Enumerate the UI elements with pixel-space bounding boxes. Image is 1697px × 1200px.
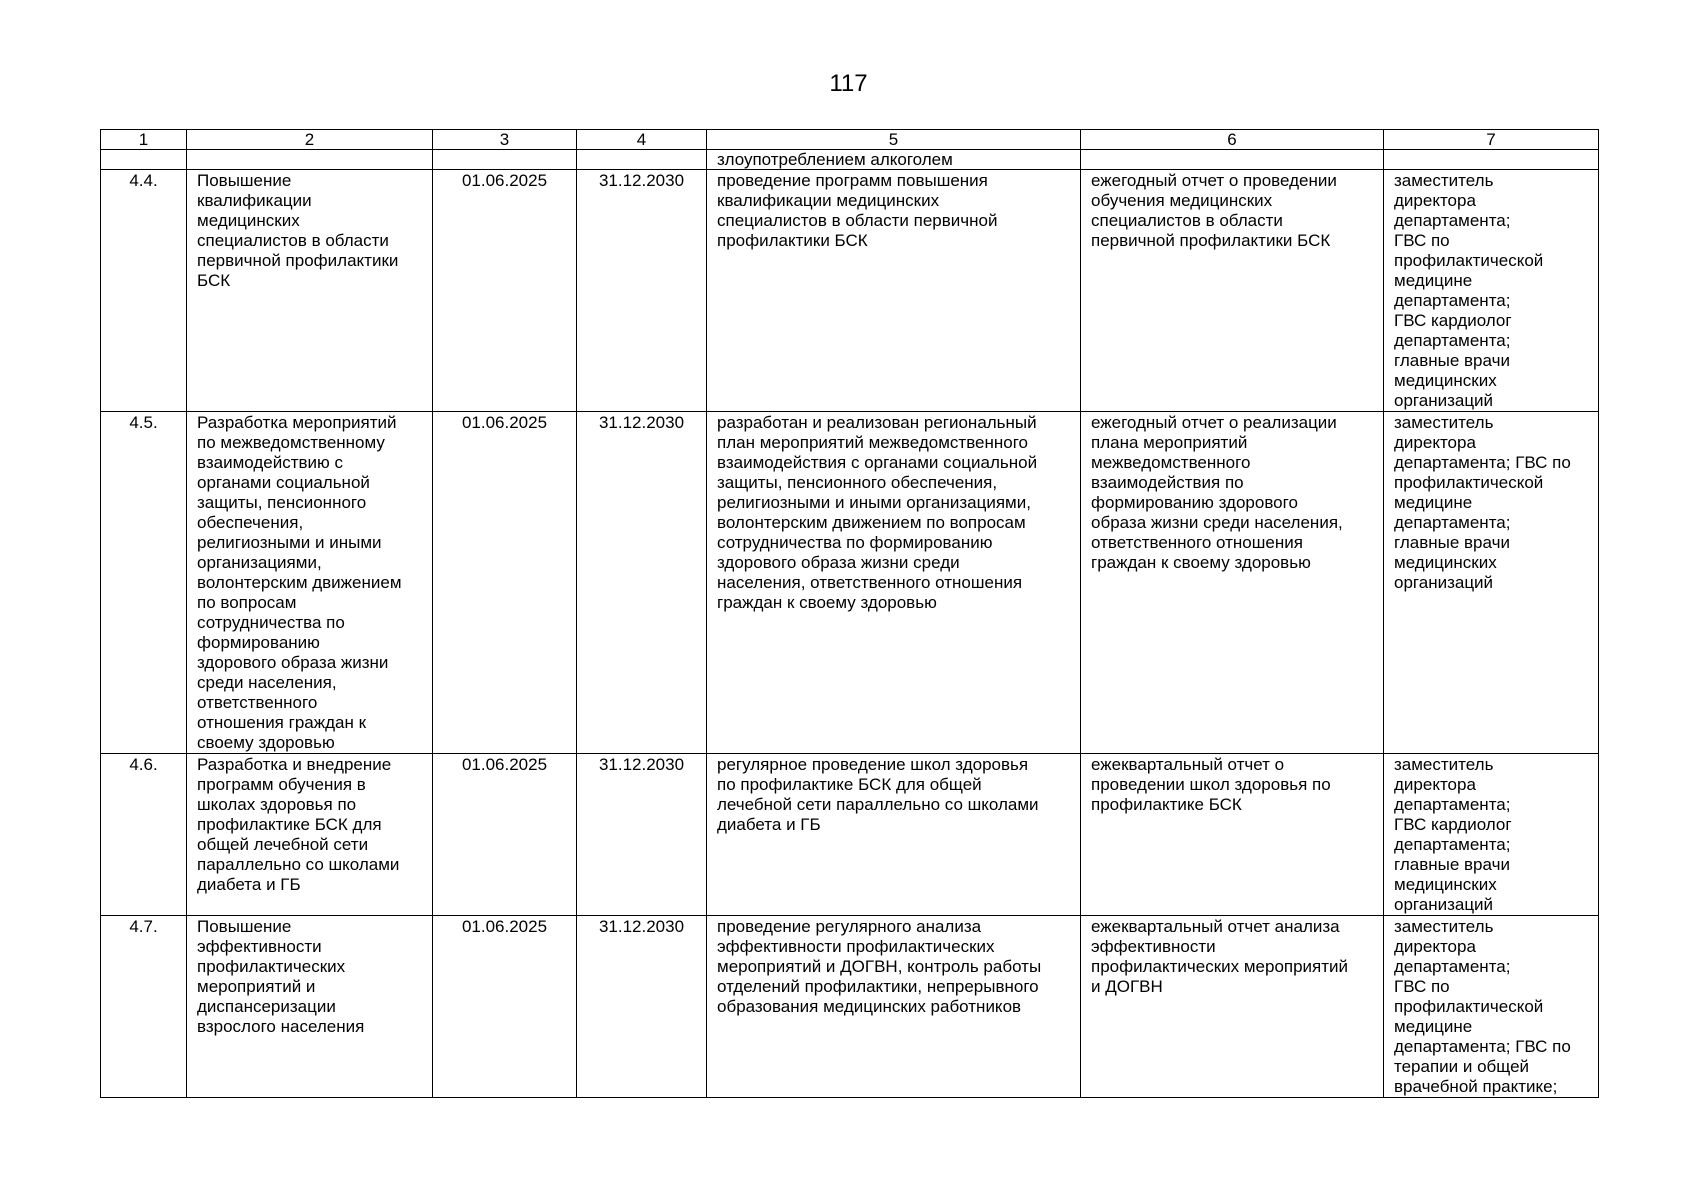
header-col-5: 5	[707, 130, 1081, 150]
table-row	[101, 916, 1599, 1098]
table-row	[101, 754, 1599, 916]
cell-empty	[1384, 150, 1599, 170]
cell-number: 4.4.	[101, 170, 187, 412]
cell-report: ежеквартальный отчет о проведении школ здоровья по профилактике БСК	[1081, 754, 1384, 916]
cell-responsible: заместитель директора департамента; ГВС по профилактической медицине департамента; ГВС кардиолог департамента; главные врачи медицинских организаций	[1384, 170, 1599, 412]
cell-title: Повышение квалификации медицинских специалистов в области первичной профилактики БСК	[187, 170, 433, 412]
table-row-continuation	[101, 150, 1599, 170]
cell-end-date: 31.12.2030	[577, 170, 707, 412]
cell-number: 4.7.	[101, 916, 187, 1098]
cell-responsible: заместитель директора департамента; ГВС кардиолог департамента; главные врачи медицинских организаций	[1384, 754, 1599, 916]
cell-empty	[433, 150, 577, 170]
cell-end-date: 31.12.2030	[577, 412, 707, 754]
header-col-3: 3	[433, 130, 577, 150]
cell-empty	[577, 150, 707, 170]
cell-empty	[1081, 150, 1384, 170]
cell-result: проведение программ повышения квалификации медицинских специалистов в области первичной профилактики БСК	[707, 170, 1081, 412]
header-col-6: 6	[1081, 130, 1384, 150]
cell-report: ежегодный отчет о проведении обучения медицинских специалистов в области первичной профилактики БСК	[1081, 170, 1384, 412]
cell-result: разработан и реализован региональный план мероприятий межведомственного взаимодействия с органами социальной защиты, пенсионного обеспечения, религиозными и иными организациями, волонтерским движением по вопросам сотрудничества по формированию здорового образа жизни среди населения, ответственного отношения граждан к своему здоровью	[707, 412, 1081, 754]
cell-end-date: 31.12.2030	[577, 754, 707, 916]
header-row	[101, 130, 1599, 150]
header-col-7: 7	[1384, 130, 1599, 150]
cell-start-date: 01.06.2025	[433, 170, 577, 412]
cell-report: ежеквартальный отчет анализа эффективности профилактических мероприятий и ДОГВН	[1081, 916, 1384, 1098]
cell-title: Разработка и внедрение программ обучения в школах здоровья по профилактике БСК для общей лечебной сети параллельно со школами диабета и ГБ	[187, 754, 433, 916]
cell-responsible: заместитель директора департамента; ГВС по профилактической медицине департамента; главные врачи медицинских организаций	[1384, 412, 1599, 754]
cell-number: 4.6.	[101, 754, 187, 916]
cell-start-date: 01.06.2025	[433, 412, 577, 754]
cell-result: проведение регулярного анализа эффективности профилактических мероприятий и ДОГВН, контроль работы отделений профилактики, непрерывного образования медицинских работников	[707, 916, 1081, 1098]
plan-table	[100, 129, 1599, 1098]
header-col-1: 1	[101, 130, 187, 150]
cell-end-date: 31.12.2030	[577, 916, 707, 1098]
cell-title: Разработка мероприятий по межведомственному взаимодействию с органами социальной защиты, пенсионного обеспечения, религиозными и иными организациями, волонтерским движением по вопросам сотрудничества по формированию здорового образа жизни среди населения, ответственного отношения граждан к своему здоровью	[187, 412, 433, 754]
cell-start-date: 01.06.2025	[433, 916, 577, 1098]
cell-empty	[187, 150, 433, 170]
cell-result: злоупотреблением алкоголем	[707, 150, 1081, 170]
cell-result: регулярное проведение школ здоровья по профилактике БСК для общей лечебной сети параллельно со школами диабета и ГБ	[707, 754, 1081, 916]
header-col-4: 4	[577, 130, 707, 150]
cell-empty	[101, 150, 187, 170]
table-row	[101, 412, 1599, 754]
page-number: 117	[829, 70, 868, 97]
cell-number: 4.5.	[101, 412, 187, 754]
header-col-2: 2	[187, 130, 433, 150]
cell-report: ежегодный отчет о реализации плана мероприятий межведомственного взаимодействия по формированию здорового образа жизни среди населения, ответственного отношения граждан к своему здоровью	[1081, 412, 1384, 754]
table-row	[101, 170, 1599, 412]
cell-title: Повышение эффективности профилактических мероприятий и диспансеризации взрослого населения	[187, 916, 433, 1098]
cell-start-date: 01.06.2025	[433, 754, 577, 916]
cell-responsible: заместитель директора департамента; ГВС по профилактической медицине департамента; ГВС по терапии и общей врачебной практике;	[1384, 916, 1599, 1098]
